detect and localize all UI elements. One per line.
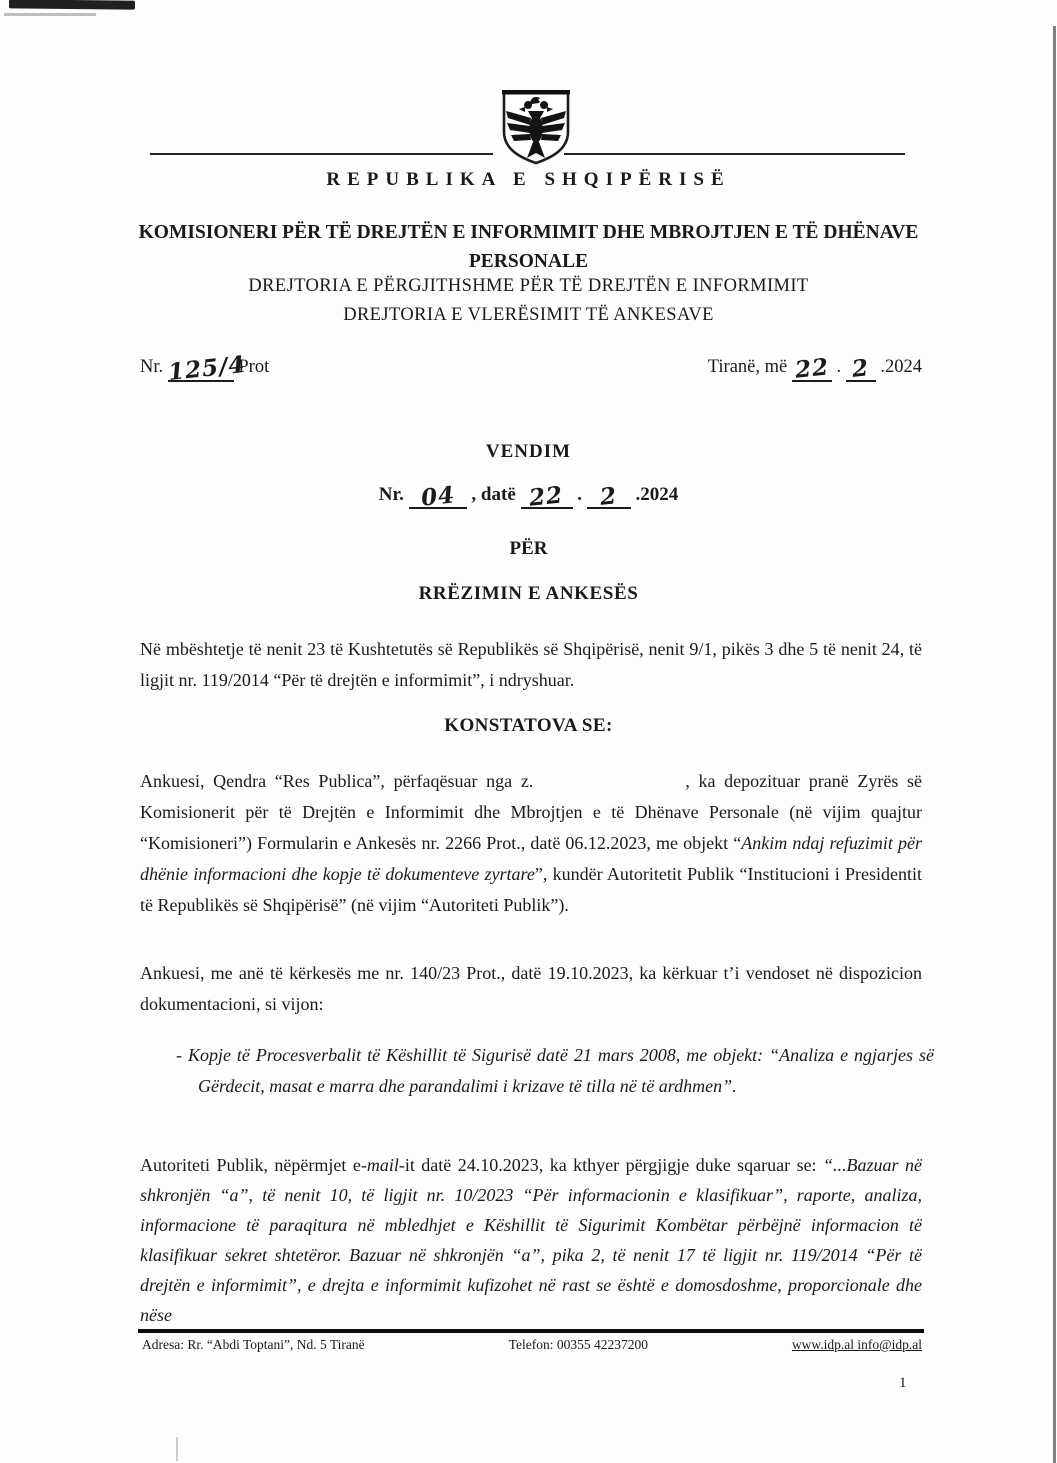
footer-website: www.idp.al info@idp.al [791, 1337, 922, 1352]
decision-per-label: PËR [509, 538, 548, 559]
text-run: -it datë 24.10.2023, ka kthyer përgjigje duke sqaruar se: [398, 1155, 824, 1175]
bullet-item-requested-document [172, 1040, 934, 1102]
protocol-date [707, 353, 922, 384]
decision-year: .2024 [635, 484, 679, 505]
scan-artifact-bottom-left [176, 1437, 178, 1461]
decision-nr-blank [409, 481, 467, 512]
directorate-title-1: DREJTORIA E PËRGJITHSHME PËR TË DREJTËN E INFORMIMIT [248, 276, 809, 296]
text-run: Ankuesi, Qendra “Res Publica”, përfaqësuar nga z. [140, 771, 534, 791]
konstatova-heading: KONSTATOVA SE: [444, 715, 613, 736]
text-run: Ankuesi, me anë të kërkesës me nr. 140/23 Prot., datë 19.10.2023, ka kërkuar t’i vendoset në dispozicion dokumentacioni, si vijon: [140, 963, 922, 1014]
text-run-italic: “...Bazuar në shkronjën “a”, të nenit 10, të ligjit nr. 10/2023 “Për informacionin e klasifikuar”, raporte, analiza, informacione të paraqitura në mbledhjet e Këshillit të Sigurimit Kombëtar përbëjnë informacion të klasifikuar sekret shtetëror. Bazuar në shkronjën “a”, pika 2, të nenit 17 të ligjit nr. 119/2014 “Për të drejtën e informimit”, e drejta e informimit kufizohet në rast se është e domosdoshme, proporcionale dhe nëse [140, 1155, 922, 1325]
bullet-dash: - [176, 1045, 188, 1065]
text-run: ”, kundër Autoritetit Publik “Institucioni i Presidentit të Republikës së Shqipërisë” (në vijim “Autoriteti Publik”). [140, 864, 922, 915]
text-run: , ka depozituar pranë Zyrës së Komisionerit për të Drejtën e Informimit dhe Mbrojtjen e të Dhënave Personale (në vijim quajtur “Komisioneri”) Formularin e Ankesës nr. 2266 Prot., datë 06.12.2023, me objekt “ [140, 771, 923, 853]
page-number: 1 [899, 1375, 907, 1391]
paragraph-legal-basis [140, 634, 922, 696]
protocol-separator: . [836, 357, 842, 377]
paragraph-authority-response [140, 1150, 922, 1330]
text-run-italic: Kopje të Procesverbalit të Këshillit të Sigurisë datë 21 mars 2008, me objekt: “Analiza e ngjarjes së Gërdecit, masat e marra dhe parandalimi i krizave të tilla në të ardhmen”. [187, 1045, 934, 1096]
paragraph-request [140, 958, 922, 1020]
footer-address: Adresa: Rr. “Abdi Toptani”, Nd. 5 Tiranë [142, 1337, 365, 1352]
footer-phone: Telefon: 00355 42237200 [508, 1337, 648, 1352]
protocol-nr-blank [166, 351, 247, 386]
text-run: Në mbështetje të nenit 23 të Kushtetutës së Republikës së Shqipërisë, nenit 9/1, pikës 3 dhe 5 të nenit 24, të ligjit nr. 119/2014 “Për të drejtën e informimit”, i ndryshuar. [140, 639, 922, 690]
directorate-title-2: DREJTORIA E VLERËSIMIT TË ANKESAVE [343, 305, 714, 325]
decision-month-blank [587, 484, 631, 509]
republic-title: REPUBLIKA E SHQIPËRISË [326, 169, 731, 190]
protocol-row [140, 351, 922, 386]
paragraph-complaint [140, 766, 922, 921]
decision-title: VENDIM [485, 441, 572, 462]
handwritten-decision-number: 04 [419, 481, 457, 512]
text-run-italic: Ankim ndaj refuzimit për dhënie informacioni dhe kopje të dokumenteve zyrtare [140, 833, 922, 884]
scan-artifact-right-edge [1053, 26, 1056, 1463]
text-run-italic: mail [366, 1155, 399, 1175]
header-rule-left [150, 153, 493, 155]
decision-subject: RRËZIMIN E ANKESËS [418, 583, 639, 604]
decision-day-blank [521, 481, 573, 512]
protocol-nr-label: Nr. [140, 357, 164, 377]
footer-rule [138, 1329, 924, 1333]
protocol-number [140, 351, 270, 386]
footer-row [142, 1337, 922, 1353]
protocol-day-blank [792, 353, 832, 384]
handwritten-decision-day: 22 [528, 481, 565, 512]
decision-nr-label: Nr. [378, 484, 404, 505]
institution-title: KOMISIONERI PËR TË DREJTËN E INFORMIMIT DHE MBROJTJEN E TË DHËNAVE PERSONALE [138, 222, 919, 272]
header-rule-right [564, 153, 905, 155]
protocol-prot-label: Prot [238, 357, 270, 377]
text-run: Autoriteti Publik, nëpërmjet e- [140, 1155, 367, 1175]
scan-artifact-top-left-2 [4, 13, 96, 16]
decision-date-label: , datë [471, 484, 516, 505]
protocol-year: .2024 [880, 357, 922, 377]
protocol-month-blank [846, 356, 876, 382]
albanian-coat-of-arms-icon [495, 84, 577, 168]
handwritten-decision-month: 2 [598, 482, 619, 511]
handwritten-day: 22 [793, 353, 831, 384]
decision-number-line [0, 481, 1057, 512]
redacted-name-space [533, 786, 685, 787]
handwritten-month: 2 [850, 354, 871, 383]
handwritten-protocol-number: 125/4 [166, 351, 247, 386]
protocol-city-label: Tiranë, më [707, 357, 788, 377]
scan-artifact-top-left [9, 0, 135, 10]
decision-separator: . [577, 484, 582, 505]
